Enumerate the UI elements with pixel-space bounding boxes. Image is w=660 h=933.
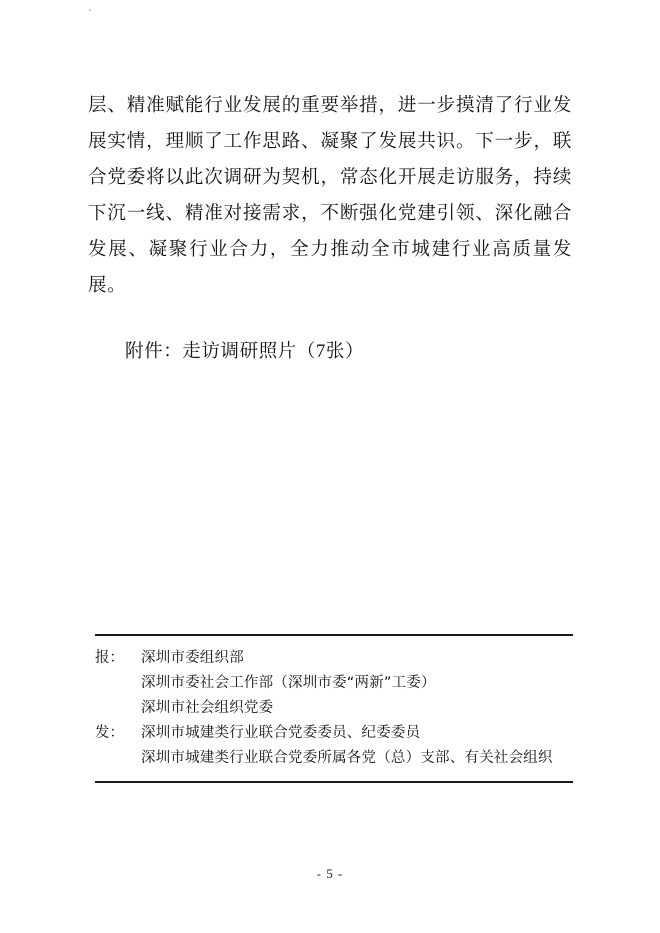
corner-mark: ` — [88, 8, 93, 20]
body-text-block — [88, 88, 572, 370]
attachment-note: 附件：走访调研照片（7张） — [125, 342, 365, 362]
page-number: - 5 - — [316, 866, 344, 881]
list-item: 深圳市城建类行业联合党委所属各党（总）支部、有关社会组织 — [141, 750, 553, 766]
body-paragraph: 层、精准赋能行业发展的重要举措，进一步摸清了行业发展实情，理顺了工作思路、凝聚了发展共识。下一步，联合党委将以此次调研为契机，常态化开展走访服务，持续下沉一线、精准对接需求，不断强化党建引领、深化融合发展、凝聚行业合力，全力推动全市城建行业高质量发展。 — [88, 96, 572, 296]
distribution-send-label: 发： — [95, 725, 124, 741]
distribution-row-send — [95, 721, 573, 771]
list-item: 深圳市城建类行业联合党委委员、纪委委员 — [141, 725, 421, 741]
list-item: 深圳市委组织部 — [141, 650, 244, 666]
distribution-rows — [95, 636, 573, 775]
list-item: 深圳市社会组织党委 — [141, 700, 274, 716]
list-item: 深圳市委社会工作部（深圳市委“两新”工委） — [141, 675, 436, 691]
distribution-block — [95, 634, 573, 783]
distribution-send-lines — [141, 721, 573, 771]
distribution-row-report — [95, 646, 573, 721]
distribution-report-lines — [141, 646, 573, 721]
distribution-report-label: 报： — [95, 650, 124, 666]
distribution-bottom-rule — [95, 781, 573, 783]
